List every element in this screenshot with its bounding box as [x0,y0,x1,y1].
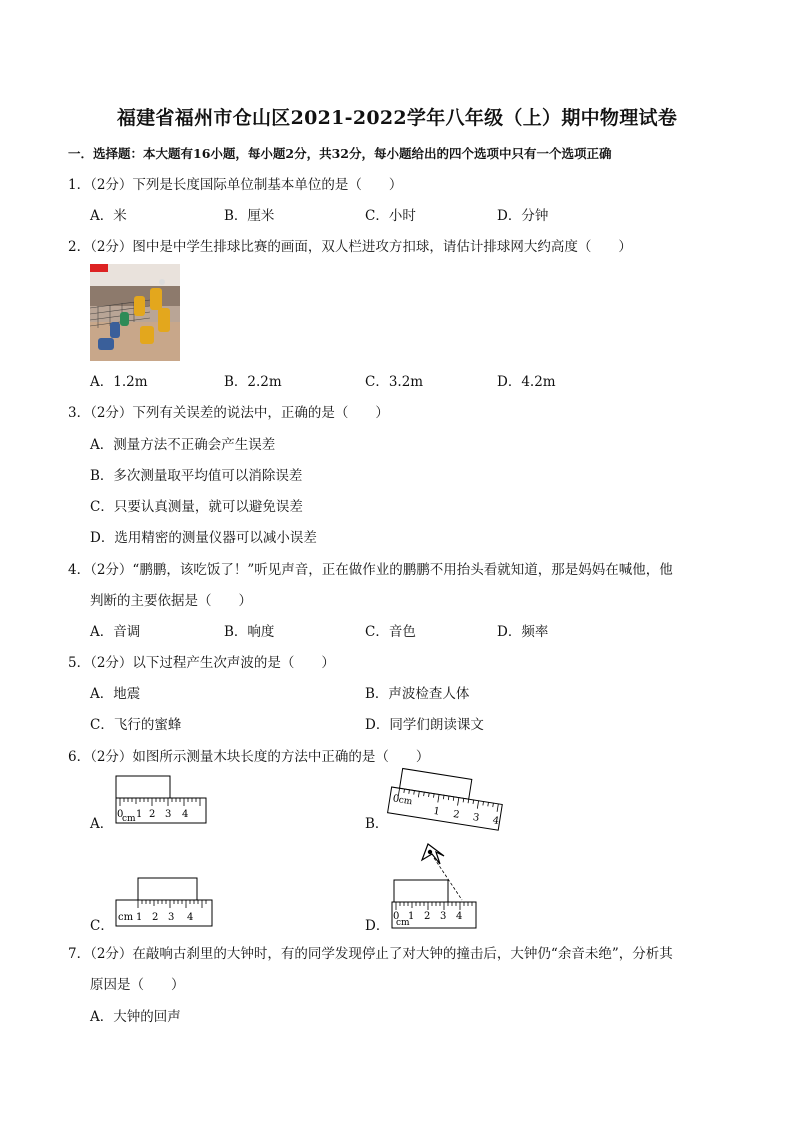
eye-icon [422,844,444,864]
q3-option-b: B．多次测量取平均值可以消除误差 [90,468,303,484]
q4-option-a: A．音调 [90,624,141,640]
q4-option-d: D．频率 [497,624,549,640]
q6-option-a: A． [90,816,114,832]
q2-option-d: D．4.2m [497,374,556,390]
ruler-diagram-d [388,840,483,932]
q1-option-d: D．分钟 [497,208,549,224]
question-1-stem: 1．（2分）下列是长度国际单位制基本单位的是（ ） [68,177,403,193]
ruler-a-tick-4: 4 [182,809,189,820]
ruler-b-tick-2: 2 [452,809,461,821]
question-3-stem: 3．（2分）下列有关误差的说法中，正确的是（ ） [68,405,389,421]
question-4-stem-line1: 4．（2分）“鹏鹏，该吃饭了！”听见声音，正在做作业的鹏鹏不用抬头看就知道，那是妈妈在喊他，他 [68,562,673,578]
ruler-d-zero: 0 [393,911,400,922]
q5-option-a: A．地震 [90,686,141,702]
question-6-stem: 6．（2分）如图所示测量木块长度的方法中正确的是（ ） [68,749,430,765]
page-title: 福建省福州市仓山区2021-2022学年八年级（上）期中物理试卷 [116,107,678,129]
ruler-c-tick-2: 2 [152,912,159,923]
q4-option-b: B．响度 [224,624,275,640]
ruler-a-tick-2: 2 [149,809,156,820]
question-4-stem-line2: 判断的主要依据是（ ） [90,593,252,609]
ruler-c-unit: cm [118,912,134,923]
q1-option-a: A．米 [90,208,127,224]
ruler-b-tick-1: 1 [432,805,441,818]
ruler-c-tick-4: 4 [187,912,194,923]
q1-option-c: C．小时 [365,208,416,224]
ruler-d-unit: cm [396,918,410,928]
ruler-diagram-b [388,772,513,832]
ruler-diagram-a [112,775,212,829]
q1-option-b: B．厘米 [224,208,275,224]
ruler-d-tick-2: 2 [424,911,431,922]
ruler-d-tick-4: 4 [456,911,463,922]
ruler-b-unit: cm [397,795,413,808]
ruler-a-unit: cm [122,814,136,824]
ruler-b-tick-3: 3 [472,812,481,825]
ruler-c-tick-3: 3 [168,912,175,923]
ruler-c-tick-1: 1 [136,912,143,923]
ruler-b-tick-4: 4 [491,815,500,828]
ruler-a-tick-3: 3 [165,809,172,820]
q5-option-d: D．同学们朗读课文 [365,717,484,733]
q3-option-c: C．只要认真测量，就可以避免误差 [90,499,303,515]
q3-option-a: A．测量方法不正确会产生误差 [90,437,276,453]
ruler-d-tick-1: 1 [408,911,415,922]
q2-option-c: C．3.2m [365,374,424,390]
question-7-stem-line1: 7．（2分）在敲响古刹里的大钟时，有的同学发现停止了对大钟的撞击后，大钟仍“余音未绝”，分析其 [68,946,673,962]
section-heading: 一．选择题：本大题有16小题，每小题2分，共32分，每小题给出的四个选项中只有一个选项正确 [68,146,612,161]
q4-option-c: C．音色 [365,624,416,640]
q3-option-d: D．选用精密的测量仪器可以减小误差 [90,530,317,546]
q2-option-b: B．2.2m [224,374,282,390]
volleyball-photo [90,264,180,361]
q2-option-a: A．1.2m [90,374,148,390]
question-5-stem: 5．（2分）以下过程产生次声波的是（ ） [68,655,335,671]
q5-option-b: B．声波检查人体 [365,686,470,702]
q6-option-b: B． [365,816,389,832]
ruler-diagram-c [112,876,217,932]
question-7-stem-line2: 原因是（ ） [90,977,185,993]
ruler-a-zero: 0 [117,809,124,820]
ruler-b-zero: 0 [391,793,400,806]
ruler-a-tick-1: 1 [136,809,143,820]
question-2-stem: 2．（2分）图中是中学生排球比赛的画面，双人栏进攻方扣球，请估计排球网大约高度（ ） [68,239,632,255]
q6-option-c: C． [90,918,114,934]
ruler-d-tick-3: 3 [440,911,447,922]
q6-option-d: D． [365,918,390,934]
q7-option-a: A．大钟的回声 [90,1009,181,1025]
q5-option-c: C．飞行的蜜蜂 [90,717,182,733]
